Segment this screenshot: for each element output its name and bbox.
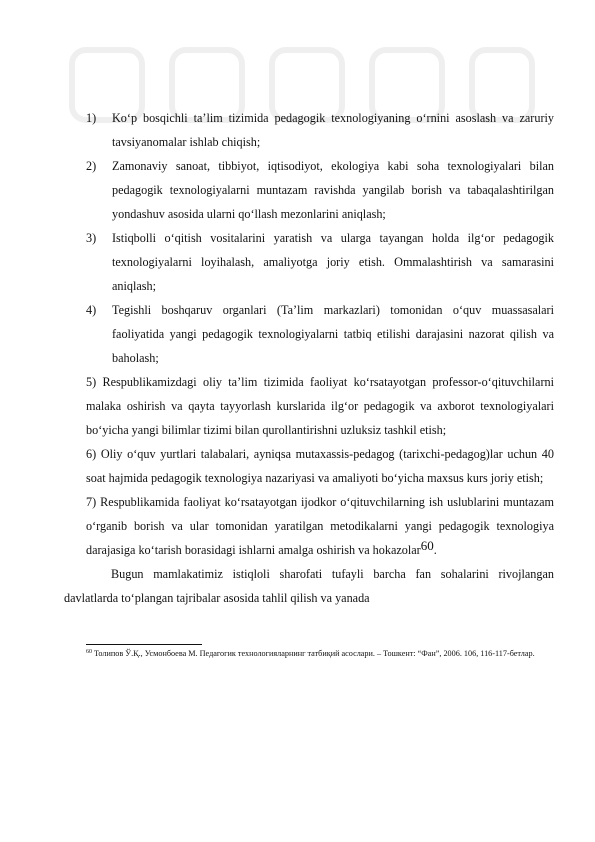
body-paragraph: Bugun mamlakatimiz istiqloli sharofati tufayli barcha fan sohalarini rivojlangan davlatlarda to‘plangan tajribalar asosida tahlil qilish va yanada xyxy=(64,567,554,605)
list-item-text: Respublikamida faoliyat ko‘rsatayotgan ijodkor o‘qituvchilarning ish uslublarini muntazam o‘rganib borish va ular tomonidan yaratilgan metodikalarni yangi pedagogik texnologiya darajasiga ko‘tarish borasidagi ishlarni amalga oshirish va hokazolar xyxy=(86,495,555,557)
list-item xyxy=(86,442,554,490)
list-item xyxy=(86,226,554,298)
list-item-text: Respublikamizdagi oliy ta’lim tizimida faoliyat ko‘rsatayotgan professor-o‘qituvchilarni malaka oshirish va qayta tayyorlash kurslarida ilg‘or pedagogik va axborot texnologiyalari bo‘yicha yangi bilimlar tizimi bilan qurollantirishni uzluksiz tashkil etish; xyxy=(86,375,554,437)
list-item xyxy=(86,106,554,154)
main-text xyxy=(64,106,555,610)
list-item xyxy=(86,370,554,442)
list-item-text: Zamonaviy sanoat, tibbiyot, iqtisodiyot, ekologiya kabi soha texnologiyalari bilan pedagogik texnologiyalarni muntazam ravishda yangilab borish va tabaqalashtirilgan yondashuv asosida ularni qo‘llash mezonlarini aniqlash; xyxy=(112,159,554,221)
list-item xyxy=(86,154,554,226)
footnote-separator xyxy=(86,644,202,645)
list-item-text: Ko‘p bosqichli ta’lim tizimida pedagogik texnologiyaning o‘rnini asoslash va zaruriy tavsiyanomalar ishlab chiqish; xyxy=(112,111,554,149)
list-item-end: . xyxy=(433,543,437,557)
list-number: 3) xyxy=(86,231,97,245)
list-number: 6) xyxy=(86,447,97,461)
list-number: 5) xyxy=(86,375,97,389)
list-item-text: Istiqbolli o‘qitish vositalarini yaratish va ularga tayangan holda ilg‘or pedagogik texnologiyalarni loyihalash, amaliyotga joriy etish. Ommalashtirish va samarasini aniqlash; xyxy=(112,231,554,293)
footnote-reference: 60 xyxy=(420,538,434,553)
list-number: 2) xyxy=(86,159,97,173)
list-number: 1) xyxy=(86,111,97,125)
list-item-text: Tegishli boshqaruv organlari (Ta’lim markazlari) tomonidan o‘quv muassasalari faoliyatida yangi pedagogik texnologiyalarni tatbiq etilishi darajasini nazorat qilish va baholash; xyxy=(112,303,554,365)
footnote-text: Толипов Ў.Қ., Усмонбоева М. Педагогик технологияларнинг татбиқий асослари. – Тошкент: “Фан”, 2006. 106, 116-117-бетлар. xyxy=(94,649,535,658)
footnote-mark: 60 xyxy=(86,649,92,655)
footnote xyxy=(86,648,556,660)
list-item xyxy=(86,490,554,562)
list-number: 7) xyxy=(86,495,97,509)
list-number: 4) xyxy=(86,303,97,317)
list-item-text: Oliy o‘quv yurtlari talabalari, ayniqsa mutaxassis-pedagog (tarixchi-pedagog)lar uchun 40 soat hajmida pedagogik texnologiya nazariyasi va amaliyoti bo‘yicha maxsus kurs joriy etish; xyxy=(86,447,554,485)
list-item xyxy=(86,298,554,370)
